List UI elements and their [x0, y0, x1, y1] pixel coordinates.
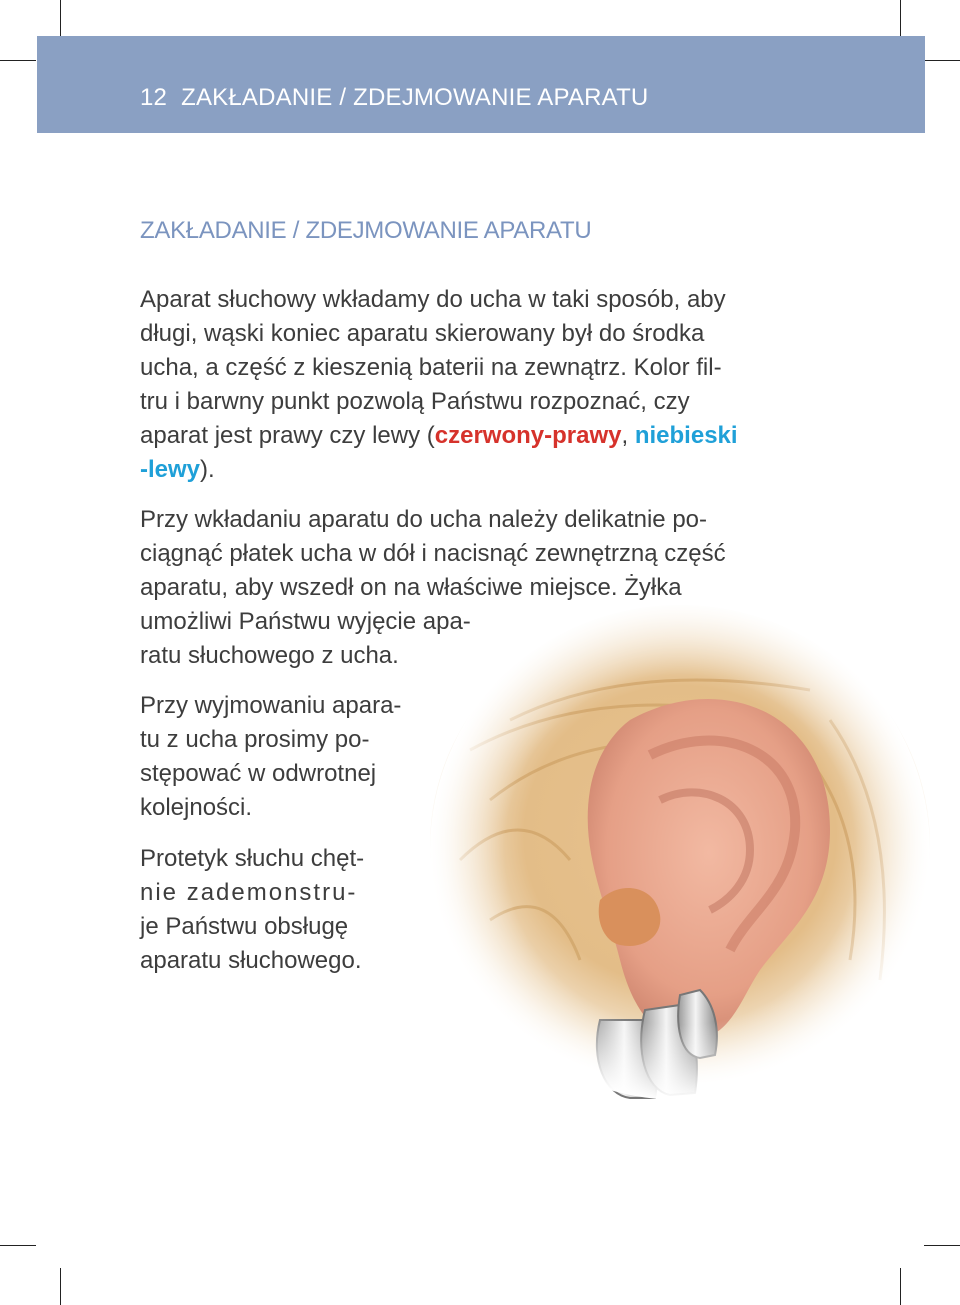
- text-line: kolejności.: [140, 794, 253, 821]
- text-line: Aparat słuchowy wkładamy do ucha w taki sposób, aby: [140, 286, 726, 313]
- text-line: umożliwi Państwu wyjęcie apa-: [140, 608, 471, 635]
- text-line: [140, 453, 738, 487]
- crop-mark: [0, 60, 36, 61]
- crop-mark: [0, 1245, 36, 1246]
- text-line: długi, wąski koniec aparatu skierowany był do środka: [140, 320, 705, 347]
- text-line: aparatu, aby wszedł on na właściwe miejsce. Żyłka: [140, 574, 682, 601]
- paragraph-removing: [140, 689, 401, 825]
- text-line: Przy wyjmowaniu apara-: [140, 692, 402, 719]
- text-fragment: ,: [621, 422, 635, 449]
- crop-mark: [60, 0, 61, 36]
- text-fragment: ).: [200, 456, 215, 483]
- text-fragment: aparat jest prawy czy lewy (: [140, 422, 435, 449]
- section-title: ZAKŁADANIE / ZDEJMOWANIE APARATU: [140, 217, 592, 244]
- left-label: niebieski: [634, 422, 738, 449]
- header-title: ZAKŁADANIE / ZDEJMOWANIE APARATU: [181, 84, 649, 111]
- text-line: Przy wkładaniu aparatu do ucha należy delikatnie po-: [140, 506, 708, 533]
- text-line: Protetyk słuchu chęt-: [140, 845, 365, 872]
- right-label: czerwony-prawy: [434, 422, 622, 449]
- crop-mark: [924, 60, 960, 61]
- text-line: ratu słuchowego z ucha.: [140, 642, 399, 669]
- text-line: tru i barwny punkt pozwolą Państwu rozpoznać, czy: [140, 388, 690, 415]
- text-line: aparatu słuchowego.: [140, 947, 362, 974]
- ear-photo: [430, 600, 930, 1100]
- left-label-cont: -lewy: [140, 456, 201, 483]
- text-line: nie zademonstru-: [140, 879, 358, 906]
- paragraph-audiologist: [140, 842, 364, 978]
- crop-mark: [900, 0, 901, 36]
- text-line: je Państwu obsługę: [140, 913, 349, 940]
- text-line: tu z ucha prosimy po-: [140, 726, 370, 753]
- text-line: [140, 419, 738, 453]
- crop-mark: [900, 1268, 901, 1305]
- page-header: [140, 84, 648, 112]
- crop-mark: [924, 1245, 960, 1246]
- paragraph-intro: [140, 283, 738, 487]
- text-line: stępować w odwrotnej: [140, 760, 377, 787]
- page-number: 12: [140, 84, 168, 111]
- text-line: ciągnąć płatek ucha w dół i nacisnąć zewnętrzną część: [140, 540, 726, 567]
- crop-mark: [60, 1268, 61, 1305]
- text-line: ucha, a część z kieszenią baterii na zewnątrz. Kolor fil-: [140, 354, 722, 381]
